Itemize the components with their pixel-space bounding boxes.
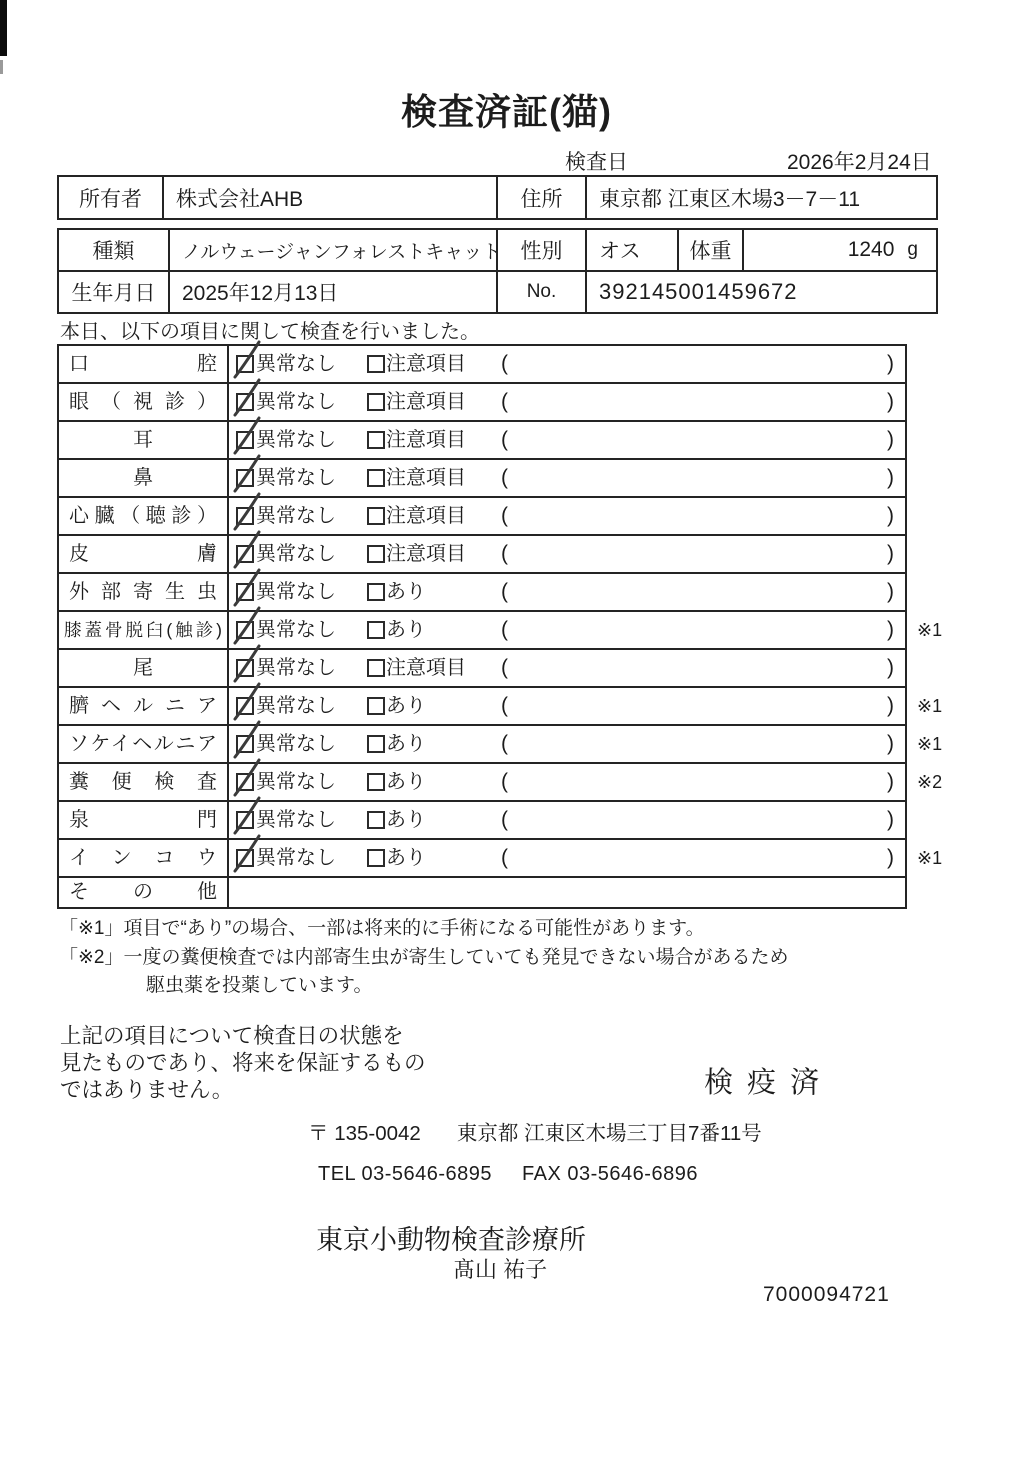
remarks-paren-open: ( — [501, 694, 508, 717]
checkup-row — [59, 650, 905, 688]
quarantine-passed-stamp: 検 疫 済 — [704, 1067, 823, 1099]
footnote-2-line2: 駆虫薬を投薬しています。 — [146, 975, 373, 996]
checkbox-no-abnormality — [236, 583, 254, 601]
checkup-row — [59, 726, 943, 764]
breed-label: 種類 — [92, 240, 135, 263]
checkbox-no-abnormality — [236, 507, 254, 525]
remarks-paren-open: ( — [501, 618, 508, 641]
checkup-row-options — [229, 840, 943, 876]
checkup-item-name: 耳 — [59, 422, 229, 458]
remarks-paren-open: ( — [501, 352, 508, 375]
remarks-paren-close: ) — [887, 846, 894, 869]
scan-artifact — [0, 0, 7, 56]
checkbox-no-abnormality-label: 異常なし — [256, 771, 336, 793]
remarks-paren-open: ( — [501, 428, 508, 451]
birthdate-label: 生年月日 — [71, 282, 156, 305]
remarks-paren-close: ) — [887, 542, 894, 565]
checkbox-attention — [367, 621, 385, 639]
weight-unit: g — [907, 239, 918, 260]
checkbox-no-abnormality — [236, 431, 254, 449]
checkbox-no-abnormality — [236, 393, 254, 411]
remarks-paren-open: ( — [501, 770, 508, 793]
checkup-row-options — [229, 764, 943, 800]
microchip-no-label: No. — [496, 272, 585, 312]
owner-address-value: 東京都 江東区木場3－7－11 — [585, 177, 936, 218]
reference-mark: ※1 — [917, 734, 943, 754]
disclaimer-statement: 上記の項目について検査日の状態を 見たものであり、将来を保証するもの ではありません。 — [60, 1024, 426, 1102]
reference-mark: ※1 — [917, 696, 943, 716]
inspection-date-value: 2026年2月24日 — [787, 151, 932, 174]
remarks-paren-open: ( — [501, 846, 508, 869]
checkbox-attention — [367, 393, 385, 411]
remarks-paren-open: ( — [501, 580, 508, 603]
checkup-row-other — [59, 878, 905, 907]
checkbox-attention — [367, 773, 385, 791]
remarks-paren-close: ) — [887, 466, 894, 489]
checkup-row-options — [229, 650, 905, 686]
checkup-row-options — [229, 726, 943, 762]
checkup-item-name: 尾 — [59, 650, 229, 686]
checkup-item-name: 眼（視診） — [59, 384, 229, 420]
checkbox-attention-label: あり — [386, 733, 426, 755]
remarks-paren-close: ) — [887, 352, 894, 375]
checkbox-no-abnormality-label: 異常なし — [256, 391, 336, 413]
microchip-no-value: 392145001459672 — [585, 272, 936, 312]
scan-artifact-smudge — [0, 60, 3, 74]
checkbox-no-abnormality — [236, 545, 254, 563]
remarks-paren-open: ( — [501, 504, 508, 527]
remarks-paren-close: ) — [887, 808, 894, 831]
clinic-address: 東京都 江東区木場三丁目7番11号 — [456, 1122, 762, 1145]
owner-value: 株式会社AHB — [162, 177, 496, 218]
remarks-paren-close: ) — [887, 580, 894, 603]
pet-table — [57, 228, 938, 314]
owner-label: 所有者 — [79, 187, 142, 211]
checkbox-attention-label: 注意項目 — [386, 391, 466, 413]
clinic-name: 東京小動物検査診療所 — [316, 1225, 586, 1255]
checkbox-no-abnormality-label: 異常なし — [256, 619, 336, 641]
footnote-2-line1: 「※2」一度の糞便検査では内部寄生虫が寄生していても発見できない場合があるため — [59, 947, 789, 968]
remarks-paren-close: ) — [887, 770, 894, 793]
owner-table — [57, 175, 938, 220]
checkbox-no-abnormality-label: 異常なし — [256, 733, 336, 755]
remarks-paren-open: ( — [501, 542, 508, 565]
checkup-item-name: 外部寄生虫 — [59, 574, 229, 610]
sex-label: 性別 — [496, 230, 585, 270]
checkbox-attention-label: あり — [386, 619, 426, 641]
checkbox-no-abnormality-label: 異常なし — [256, 809, 336, 831]
checkup-row — [59, 498, 905, 536]
breed-value: ノルウェージャンフォレストキャット — [168, 230, 496, 270]
checkbox-attention — [367, 583, 385, 601]
checkup-row — [59, 422, 905, 460]
weight-cell — [742, 230, 936, 270]
checkup-row — [59, 688, 943, 726]
birthdate-value: 2025年12月13日 — [168, 272, 496, 312]
checkup-row-options — [229, 422, 905, 458]
checkbox-attention-label: あり — [386, 695, 426, 717]
checkup-item-name: その他 — [59, 878, 229, 907]
checkup-item-name: 臍ヘルニア — [59, 688, 229, 724]
checkbox-attention-label: 注意項目 — [386, 467, 466, 489]
clinic-postal-code: 〒 135-0042 — [308, 1122, 421, 1145]
weight-label: 体重 — [677, 230, 742, 270]
inspection-date-label: 検査日 — [565, 151, 628, 174]
checkbox-attention-label: 注意項目 — [386, 543, 466, 565]
checkbox-no-abnormality-label: 異常なし — [256, 581, 336, 603]
clinic-tel: TEL 03-5646-6895 — [318, 1163, 493, 1185]
checkbox-attention-label: あり — [386, 847, 426, 869]
checkbox-attention-label: あり — [386, 581, 426, 603]
checkup-row-options — [229, 574, 905, 610]
checkup-row-options — [229, 536, 905, 572]
checkup-item-name: 口腔 — [59, 346, 229, 382]
clinic-fax: FAX 03-5646-6896 — [522, 1163, 698, 1185]
checkup-row-options — [229, 878, 905, 907]
checkup-row — [59, 802, 905, 840]
checkup-row — [59, 840, 943, 878]
reference-mark: ※1 — [917, 848, 943, 868]
checkup-row — [59, 574, 905, 612]
checkbox-no-abnormality-label: 異常なし — [256, 543, 336, 565]
checkbox-attention — [367, 545, 385, 563]
checkbox-attention — [367, 355, 385, 373]
checkbox-attention — [367, 697, 385, 715]
checkbox-no-abnormality-label: 異常なし — [256, 847, 336, 869]
checkbox-no-abnormality — [236, 697, 254, 715]
checkbox-attention — [367, 811, 385, 829]
checkbox-no-abnormality — [236, 469, 254, 487]
checkup-row-options — [229, 498, 905, 534]
page-title: 検査済証(猫) — [401, 91, 612, 132]
reference-mark: ※1 — [917, 620, 943, 640]
remarks-paren-close: ) — [887, 428, 894, 451]
remarks-paren-close: ) — [887, 390, 894, 413]
clinic-tel-line — [318, 1163, 698, 1186]
checkup-row — [59, 460, 905, 498]
checkup-item-name: インコウ — [59, 840, 229, 876]
remarks-paren-open: ( — [501, 732, 508, 755]
checkup-row-options — [229, 688, 943, 724]
checkbox-no-abnormality — [236, 849, 254, 867]
checkbox-attention — [367, 431, 385, 449]
remarks-paren-close: ) — [887, 656, 894, 679]
pet-row-2 — [59, 272, 936, 312]
checkup-row — [59, 612, 943, 650]
checkbox-attention — [367, 469, 385, 487]
checkup-table — [57, 344, 943, 909]
checkbox-no-abnormality — [236, 621, 254, 639]
checkbox-attention-label: あり — [386, 771, 426, 793]
checkbox-attention — [367, 507, 385, 525]
checkup-row — [59, 764, 943, 802]
checkbox-no-abnormality-label: 異常なし — [256, 353, 336, 375]
remarks-paren-close: ) — [887, 732, 894, 755]
remarks-paren-open: ( — [501, 808, 508, 831]
weight-value: 1240 — [847, 238, 895, 261]
remarks-paren-open: ( — [501, 656, 508, 679]
checkbox-attention-label: 注意項目 — [386, 657, 466, 679]
checkbox-no-abnormality — [236, 735, 254, 753]
checkup-intro: 本日、以下の項目に関して検査を行いました。 — [60, 321, 480, 343]
checkbox-no-abnormality-label: 異常なし — [256, 505, 336, 527]
checkbox-attention-label: 注意項目 — [386, 505, 466, 527]
examiner-name: 髙山 祐子 — [453, 1257, 548, 1282]
checkup-item-name: ソケイヘルニア — [59, 726, 229, 762]
checkup-item-name: 糞便検査 — [59, 764, 229, 800]
checkup-item-name: 膝蓋骨脱臼(触診) — [59, 612, 229, 648]
checkup-item-name: 鼻 — [59, 460, 229, 496]
checkup-item-name: 泉門 — [59, 802, 229, 838]
checkup-row — [59, 536, 905, 574]
checkup-item-name: 心臓（聴診） — [59, 498, 229, 534]
checkup-row-options — [229, 802, 905, 838]
checkbox-attention-label: 注意項目 — [386, 429, 466, 451]
remarks-paren-close: ) — [887, 618, 894, 641]
checkbox-attention — [367, 849, 385, 867]
checkbox-no-abnormality — [236, 773, 254, 791]
checkbox-no-abnormality-label: 異常なし — [256, 467, 336, 489]
checkup-row-options — [229, 384, 905, 420]
remarks-paren-close: ) — [887, 694, 894, 717]
checkup-row — [59, 346, 905, 384]
checkbox-no-abnormality — [236, 355, 254, 373]
checkup-item-name: 皮膚 — [59, 536, 229, 572]
checkbox-attention-label: 注意項目 — [386, 353, 466, 375]
checkbox-no-abnormality — [236, 811, 254, 829]
checkbox-no-abnormality-label: 異常なし — [256, 657, 336, 679]
checkbox-no-abnormality-label: 異常なし — [256, 695, 336, 717]
clinic-postal-line — [308, 1116, 762, 1146]
checkup-row — [59, 384, 905, 422]
sex-value: オス — [585, 230, 677, 270]
checkbox-attention-label: あり — [386, 809, 426, 831]
checkup-row-options — [229, 612, 943, 648]
remarks-paren-close: ) — [887, 504, 894, 527]
pet-row-1 — [59, 230, 936, 272]
remarks-paren-open: ( — [501, 390, 508, 413]
checkbox-attention — [367, 735, 385, 753]
owner-address-label: 住所 — [496, 177, 585, 218]
footnote-1: 「※1」項目で“あり”の場合、一部は将来的に手術になる可能性があります。 — [59, 918, 705, 939]
reference-mark: ※2 — [917, 772, 943, 792]
checkup-row-options — [229, 460, 905, 496]
document-serial-number: 7000094721 — [763, 1283, 890, 1306]
remarks-paren-open: ( — [501, 466, 508, 489]
checkbox-no-abnormality-label: 異常なし — [256, 429, 336, 451]
owner-row — [59, 177, 936, 218]
checkbox-attention — [367, 659, 385, 677]
checkup-row-options — [229, 346, 905, 382]
checkbox-no-abnormality — [236, 659, 254, 677]
